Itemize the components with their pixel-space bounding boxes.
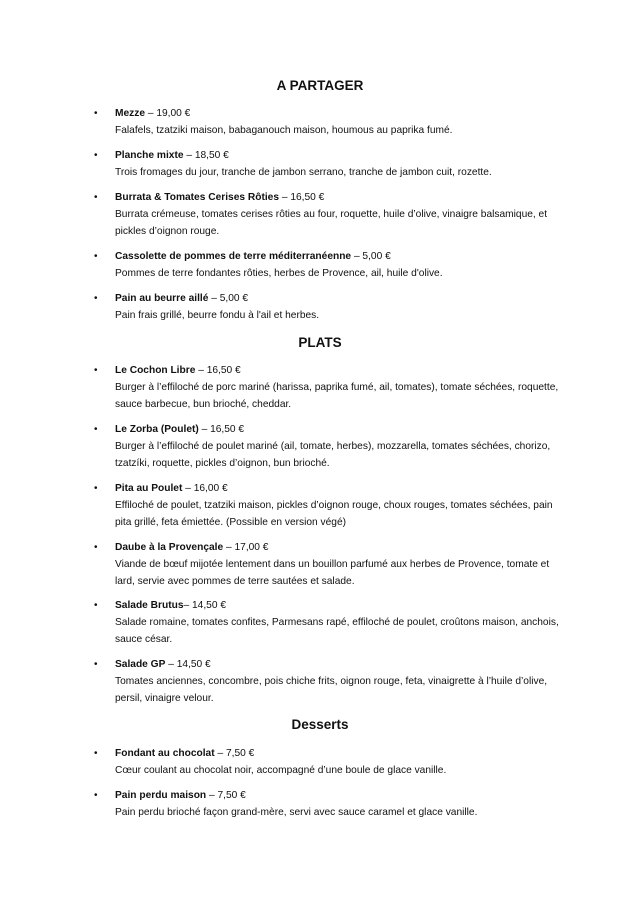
item-price: – 14,50 € xyxy=(183,600,227,611)
item-name: Daube à la Provençale xyxy=(115,542,224,553)
bullet-icon: • xyxy=(94,748,98,759)
item-name: Burrata & Tomates Cerises Rôties xyxy=(115,192,279,203)
bullet-icon: • xyxy=(94,659,98,670)
menu-item-mezze xyxy=(96,105,566,139)
item-price: – 19,00 € xyxy=(145,108,191,119)
menu-item-daube xyxy=(96,539,566,590)
menu-item-fondant-au-chocolat xyxy=(96,745,566,779)
bullet-icon: • xyxy=(94,790,98,801)
menu-item-salade-gp xyxy=(96,656,566,707)
menu-item-burrata xyxy=(96,189,566,240)
item-description: Cœur coulant au chocolat noir, accompagné d’une boule de glace vanille. xyxy=(115,765,447,776)
item-name: Salade Brutus xyxy=(115,600,184,611)
bullet-icon: • xyxy=(94,365,98,376)
section-title-desserts: Desserts xyxy=(291,717,349,732)
item-price: – 16,00 € xyxy=(182,483,228,494)
menu-item-planche-mixte xyxy=(96,147,566,181)
item-name: Fondant au chocolat xyxy=(115,748,215,759)
item-price: – 16,50 € xyxy=(195,365,241,376)
item-name: Pain au beurre aillé xyxy=(115,293,209,304)
bullet-icon: • xyxy=(94,251,98,262)
item-name: Le Cochon Libre xyxy=(115,365,196,376)
item-name: Pain perdu maison xyxy=(115,790,207,801)
item-name: Planche mixte xyxy=(115,150,184,161)
bullet-icon: • xyxy=(94,424,98,435)
item-description: Burger à l’effiloché de porc mariné (harissa, paprika fumé, ail, tomates), tomate séchées, roquette, sauce barbecue, bun brioché, cheddar. xyxy=(115,382,559,410)
section-title-plats: PLATS xyxy=(298,335,342,350)
menu-item-le-zorba xyxy=(96,421,566,472)
menu-item-salade-brutus xyxy=(96,597,566,648)
item-description: Viande de bœuf mijotée lentement dans un bouillon parfumé aux herbes de Provence, tomate et lard, servie avec pommes de terre sautées et salade. xyxy=(115,559,550,587)
item-price: – 5,00 € xyxy=(208,293,249,304)
item-name: Le Zorba (Poulet) xyxy=(115,424,199,435)
item-price: – 16,50 € xyxy=(279,192,325,203)
item-description: Salade romaine, tomates confites, Parmesans rapé, effiloché de poulet, croûtons maison, anchois, sauce césar. xyxy=(115,617,559,645)
item-description: Tomates anciennes, concombre, pois chiche frits, oignon rouge, feta, vinaigrette à l’huile d’olive, persil, vinaigre velour. xyxy=(115,676,548,704)
bullet-icon: • xyxy=(94,600,98,611)
item-price: – 16,50 € xyxy=(198,424,245,435)
item-price: – 5,00 € xyxy=(351,251,391,262)
item-description: Pain perdu brioché façon grand-mère, servi avec sauce caramel et glace vanille. xyxy=(115,807,478,818)
item-description: Burger à l’effiloché de poulet mariné (ail, tomate, herbes), mozzarella, tomates séchées, chorizo, tzatzíki, roquette, pickles d’oignon, bun brioché. xyxy=(115,441,551,469)
item-description: Pain frais grillé, beurre fondu à l'ail et herbes. xyxy=(115,310,320,321)
bullet-icon: • xyxy=(94,293,98,304)
item-description: Effiloché de poulet, tzatziki maison, pickles d’oignon rouge, choux rouges, tomates séchées, pain pita grillé, feta émiettée. (Possible en version végé) xyxy=(115,500,553,528)
item-description: Trois fromages du jour, tranche de jambon serrano, tranche de jambon cuit, rozette. xyxy=(115,167,492,178)
item-price: – 14,50 € xyxy=(165,659,211,670)
menu-item-pita-au-poulet xyxy=(96,480,566,531)
item-price: – 18,50 € xyxy=(183,150,229,161)
item-description: Pommes de terre fondantes rôties, herbes de Provence, ail, huile d'olive. xyxy=(115,268,443,279)
bullet-icon: • xyxy=(94,150,98,161)
item-price: – 7,50 € xyxy=(214,748,255,759)
menu-item-pain-perdu xyxy=(96,787,566,821)
item-price: – 17,00 € xyxy=(223,542,269,553)
item-description: Burrata crémeuse, tomates cerises rôties au four, roquette, huile d’olive, vinaigre balsamique, et pickles d’oignon rouge. xyxy=(115,209,548,237)
item-description: Falafels, tzatziki maison, babaganouch maison, houmous au paprika fumé. xyxy=(115,125,453,136)
item-name: Salade GP xyxy=(115,659,166,670)
item-price: – 7,50 € xyxy=(206,790,246,801)
menu-item-pain-au-beurre xyxy=(96,290,566,324)
bullet-icon: • xyxy=(94,108,98,119)
item-name: Mezze xyxy=(115,108,146,119)
bullet-icon: • xyxy=(94,483,98,494)
bullet-icon: • xyxy=(94,192,98,203)
menu-item-le-cochon-libre xyxy=(96,362,566,413)
item-name: Pita au Poulet xyxy=(115,483,183,494)
item-name: Cassolette de pommes de terre méditerranéenne xyxy=(115,251,352,262)
section-title-a-partager: A PARTAGER xyxy=(276,78,364,93)
menu-item-cassolette xyxy=(96,248,566,282)
bullet-icon: • xyxy=(94,542,98,553)
